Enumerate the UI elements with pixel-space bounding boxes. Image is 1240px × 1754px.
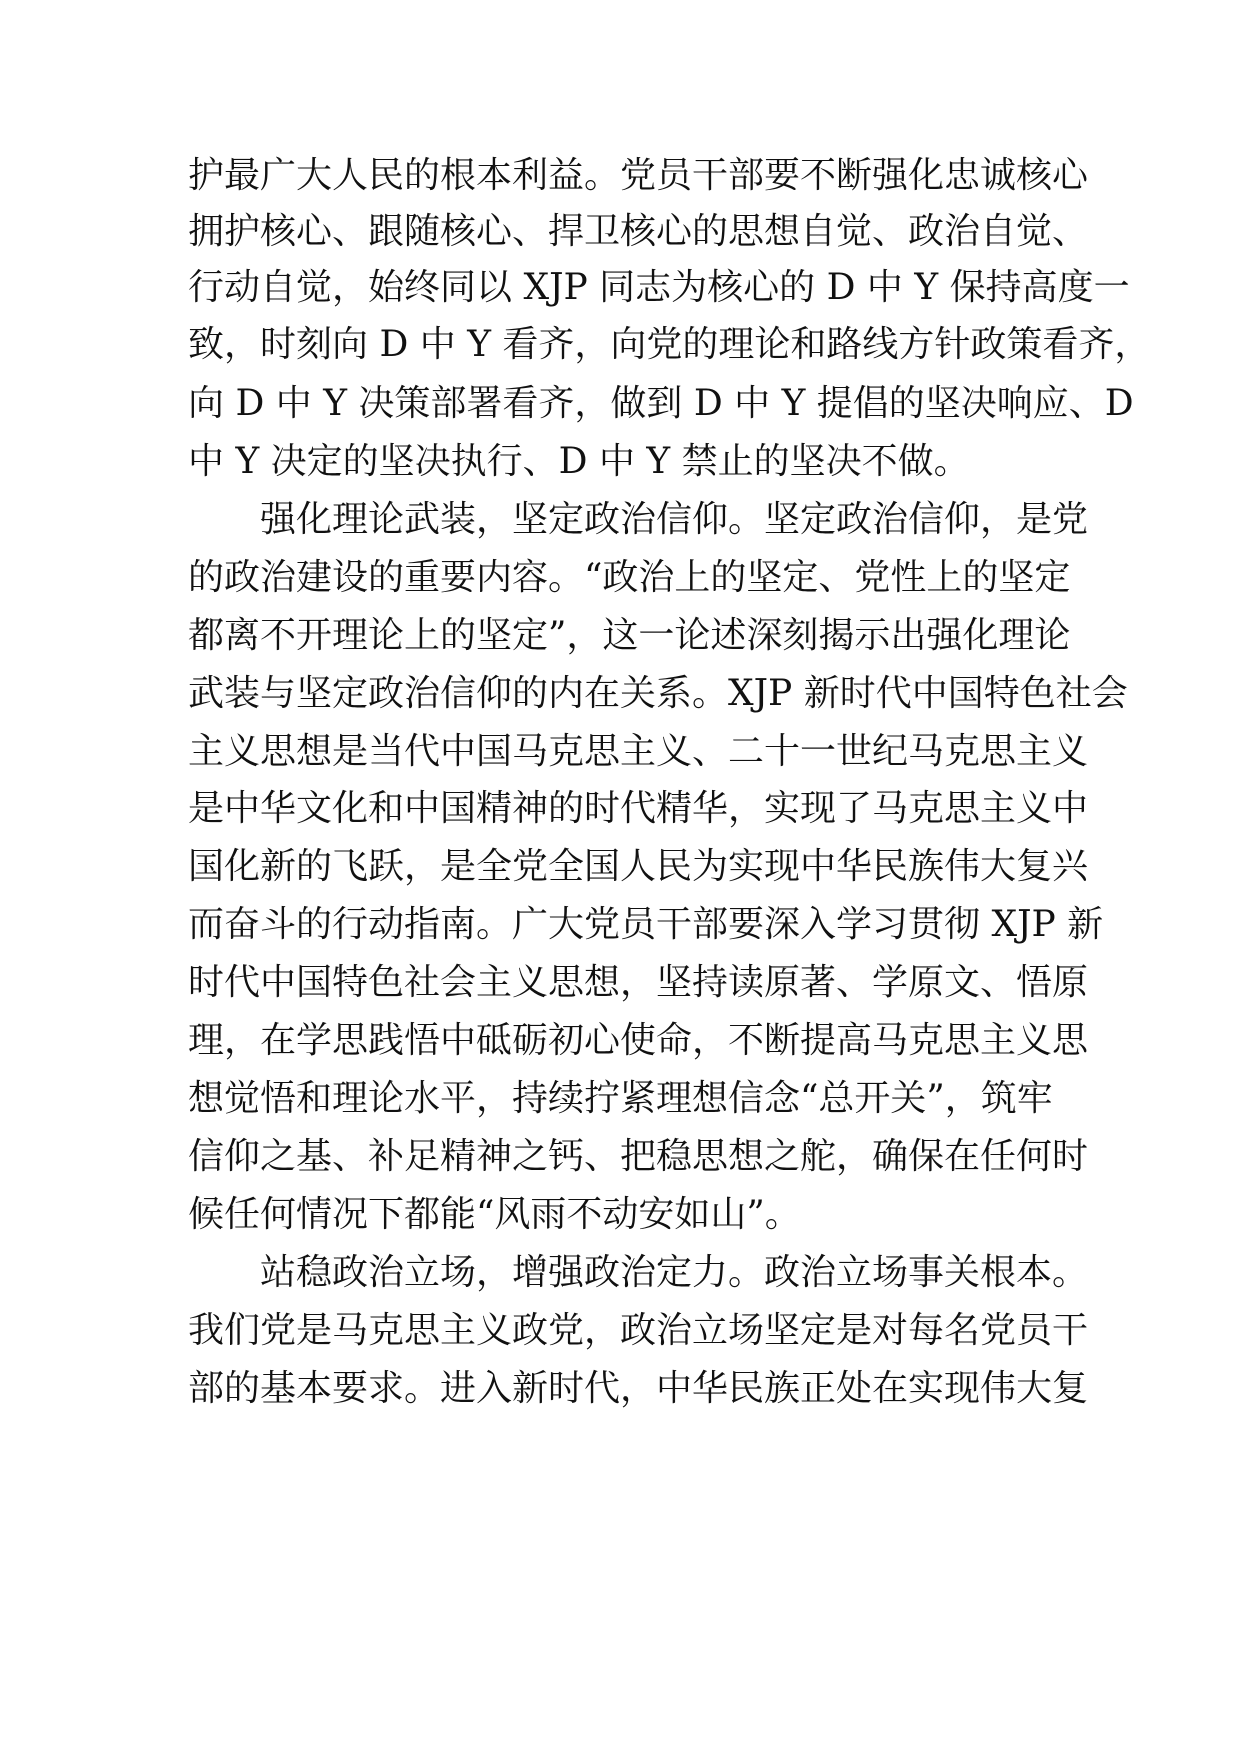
paragraph-first-line: 强化理论武装，坚定政治信仰。坚定政治信仰，是党 — [260, 499, 1089, 540]
text-line: 想觉悟和理论水平，持续拧紧理想信念“总开关”，筑牢 — [188, 1078, 1053, 1119]
text-line: 主义思想是当代中国马克思主义、二十一世纪马克思主义 — [188, 731, 1089, 772]
text-line: 护最广大人民的根本利益。党员干部要不断强化忠诚核心 — [188, 155, 1089, 196]
text-line: 中 Y 决定的坚决执行、D 中 Y 禁止的坚决不做。 — [188, 441, 970, 482]
text-line: 武装与坚定政治信仰的内在关系。XJP 新时代中国特色社会 — [188, 673, 1128, 714]
text-line: 理，在学思践悟中砥砺初心使命，不断提高马克思主义思 — [188, 1020, 1089, 1061]
text-line: 都离不开理论上的坚定”，这一论述深刻揭示出强化理论 — [188, 615, 1071, 656]
text-line: 候任何情况下都能“风雨不动安如山”。 — [188, 1194, 801, 1235]
text-line: 而奋斗的行动指南。广大党员干部要深入学习贯彻 XJP 新 — [188, 904, 1104, 945]
text-line: 向 D 中 Y 决策部署看齐，做到 D 中 Y 提倡的坚决响应、D — [188, 383, 1134, 424]
text-line: 是中华文化和中国精神的时代精华，实现了马克思主义中 — [188, 788, 1089, 829]
text-line: 的政治建设的重要内容。“政治上的坚定、党性上的坚定 — [188, 557, 1071, 598]
text-line: 我们党是马克思主义政党，政治立场坚定是对每名党员干 — [188, 1310, 1089, 1351]
text-line: 部的基本要求。进入新时代，中华民族正处在实现伟大复 — [188, 1368, 1089, 1409]
text-line: 致，时刻向 D 中 Y 看齐，向党的理论和路线方针政策看齐， — [188, 324, 1151, 365]
text-line: 信仰之基、补足精神之钙、把稳思想之舵，确保在任何时 — [188, 1136, 1089, 1177]
paragraph-first-line: 站稳政治立场，增强政治定力。政治立场事关根本。 — [260, 1252, 1089, 1293]
text-line: 拥护核心、跟随核心、捍卫核心的思想自觉、政治自觉、 — [188, 211, 1089, 252]
text-line: 时代中国特色社会主义思想，坚持读原著、学原文、悟原 — [188, 962, 1089, 1003]
text-line: 国化新的飞跃，是全党全国人民为实现中华民族伟大复兴 — [188, 846, 1089, 887]
text-line: 行动自觉，始终同以 XJP 同志为核心的 D 中 Y 保持高度一 — [188, 267, 1130, 308]
